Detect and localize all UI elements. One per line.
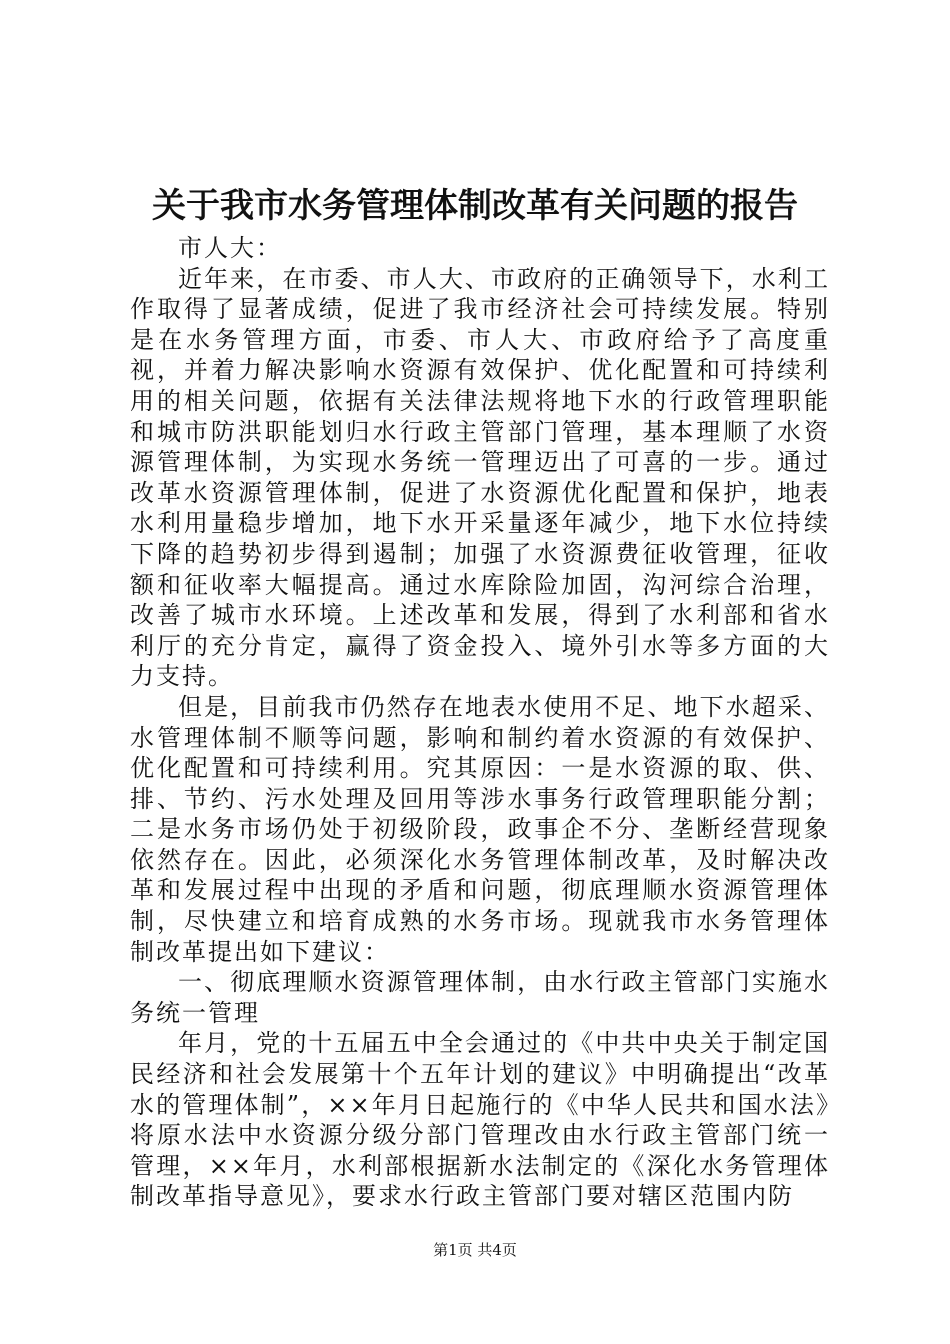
salutation: 市人大： [178,234,282,262]
section-heading: 一、彻底理顺水资源管理体制，由水行政主管部门实施水务统一管理 [130,968,830,1027]
page-footer: 第1页 共4页 [433,1241,517,1259]
paragraph: 近年来，在市委、市人大、市政府的正确领导下，水利工作取得了显著成绩，促进了我市经济社会可持续发展。特别是在水务管理方面，市委、市人大、市政府给予了高度重视，并着力解决影响水资源有效保护、优化配置和可持续利用的相关问题，依据有关法律法规将地下水的行政管理职能和城市防洪职能划归水行政主管部门管理，基本理顺了水资源管理体制，为实现水务统一管理迈出了可喜的一步。通过改革水资源管理体制，促进了水资源优化配置和保护，地表水利用量稳步增加，地下水开采量逐年减少，地下水位持续下降的趋势初步得到遏制；加强了水资源费征收管理，征收额和征收率大幅提高。通过水库除险加固，沟河综合治理，改善了城市水环境。上述改革和发展，得到了水利部和省水利厅的充分肯定，赢得了资金投入、境外引水等多方面的大力支持。 [130,264,830,691]
document-body [130,233,830,1212]
document-title: 关于我市水务管理体制改革有关问题的报告 [152,186,798,226]
paragraph: 年月，党的十五届五中全会通过的《中共中央关于制定国民经济和社会发展第十个五年计划的建议》中明确提出“改革水的管理体制”，××年月日起施行的《中华人民共和国水法》将原水法中水资源分级分部门管理改由水行政主管部门统一管理，××年月，水利部根据新水法制定的《深化水务管理体制改革指导意见》，要求水行政主管部门要对辖区范围内防 [130,1029,830,1211]
paragraph: 但是，目前我市仍然存在地表水使用不足、地下水超采、水管理体制不顺等问题，影响和制约着水资源的有效保护、优化配置和可持续利用。究其原因：一是水资源的取、供、排、节约、污水处理及回用等涉水事务行政管理职能分割；二是水务市场仍处于初级阶段，政事企不分、垄断经营现象依然存在。因此，必须深化水务管理体制改革，及时解决改革和发展过程中出现的矛盾和问题，彻底理顺水资源管理体制，尽快建立和培育成熟的水务市场。现就我市水务管理体制改革提出如下建议： [130,692,830,966]
